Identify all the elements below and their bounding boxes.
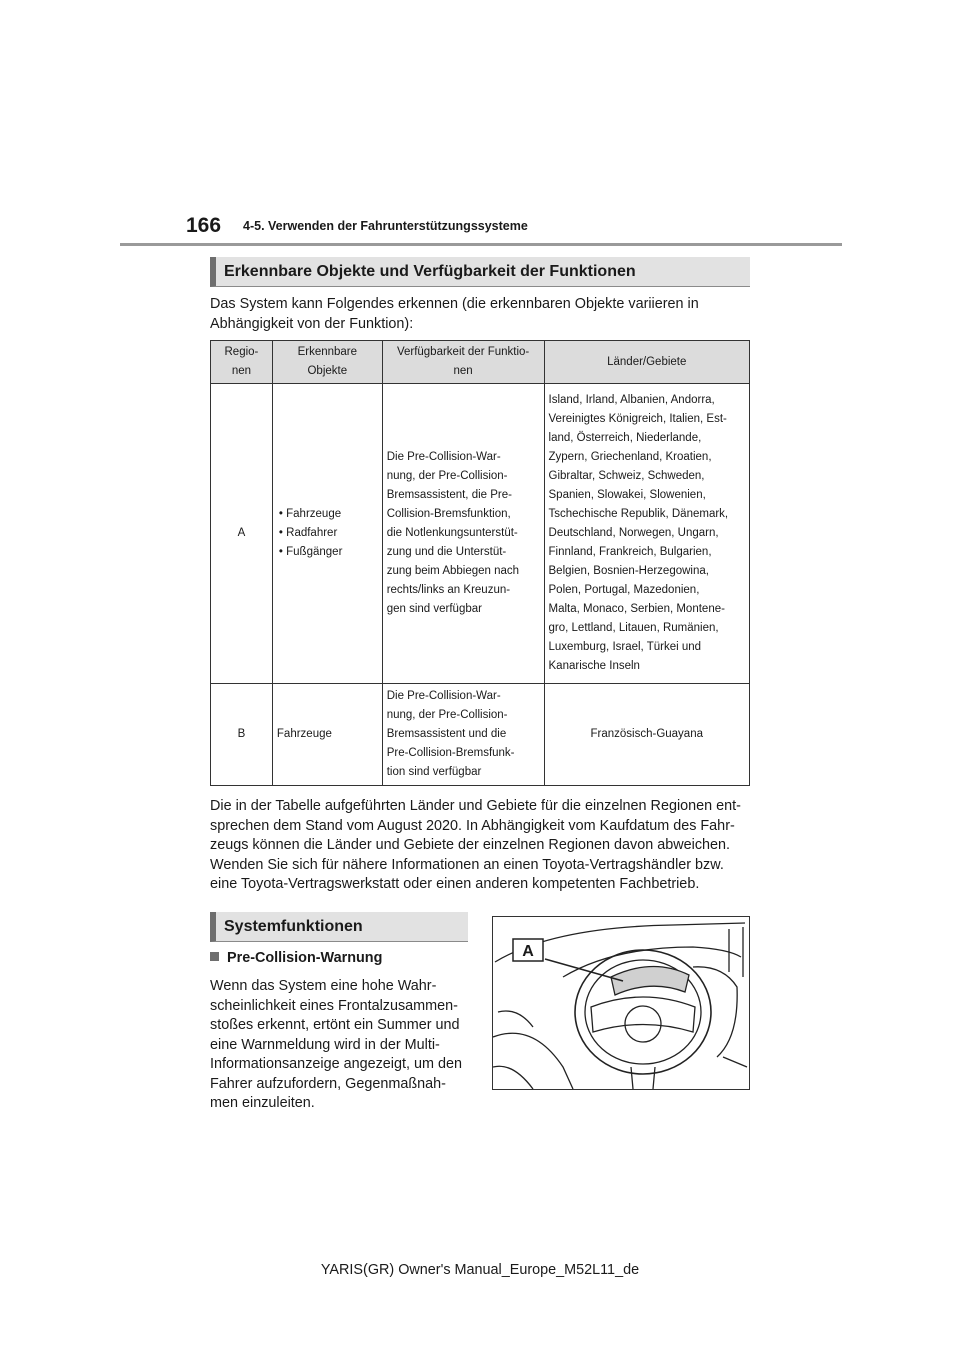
body-paragraph: Wenn das System eine hohe Wahr- scheinlichkeit eines Frontalzusammen- stoßes erkennt, ertönt ein Summer und eine Warnmeldung wird in der Multi- Informationsanzeige angezeigt, um den Fahrer aufzufordern, Gegenmaßnah- men einzuleiten. — [210, 978, 462, 1111]
intro-paragraph: Das System kann Folgendes erkennen (die erkennbaren Objekte variieren in Abhängigkeit von der Funktion): — [210, 296, 699, 332]
note-paragraph: Die in der Tabelle aufgeführten Länder und Gebiete für die einzelnen Regionen ent- sprechen dem Stand vom August 2020. In Abhängigkeit vom Kaufdatum des Fahr- zeugs können die Länder und Gebiete der einzelnen Regionen davon abweichen. Wenden Sie sich für nähere Informationen an einen Toyota-Vertragshändler bzw. eine Toyota-Vertragswerkstatt oder einen anderen kompetenten Fachbetrieb. — [210, 798, 741, 892]
object-item: • Radfahrer — [279, 524, 378, 543]
header-availability: Verfügbarkeit der Funktio- nen — [382, 341, 544, 384]
countries-cell: Französisch-Guayana — [544, 684, 749, 786]
region-cell: B — [211, 684, 273, 786]
objects-cell: Fahrzeuge — [272, 684, 382, 786]
object-item: • Fußgänger — [279, 543, 378, 562]
objects-table — [210, 340, 750, 786]
object-item: • Fahrzeuge — [279, 505, 378, 524]
header-countries: Länder/Gebiete — [544, 341, 749, 384]
dashboard-illustration — [492, 916, 750, 1090]
running-header: 4-5. Verwenden der Fahrunterstützungssysteme — [243, 219, 528, 233]
table-row — [211, 384, 750, 684]
table-row — [211, 684, 750, 786]
region-cell: A — [211, 384, 273, 684]
header-rule — [120, 243, 842, 246]
square-bullet-icon — [210, 952, 219, 961]
subheading-text: Pre-Collision-Warnung — [227, 950, 383, 966]
footer: YARIS(GR) Owner's Manual_Europe_M52L11_de — [320, 1262, 640, 1278]
callout-label: A — [522, 943, 534, 960]
page-number: 166 — [186, 214, 222, 237]
steering-wheel-drawing — [493, 917, 749, 1089]
section-heading-functions: Systemfunktionen — [210, 912, 468, 942]
countries-cell: Island, Irland, Albanien, Andorra, Vereinigtes Königreich, Italien, Est- land, Österreich, Niederlande, Zypern, Griechenland, Kroatien, Gibraltar, Schweiz, Schweden, Spanien, Slowakei, Slowenien, Tschechische Republik, Dänemark, Deutschland, Norwegen, Ungarn, Finnland, Frankreich, Bulgarien, Belgien, Bosnien-Herzegowina, Polen, Portugal, Mazedonien, Malta, Monaco, Serbien, Montene- gro, Lettland, Litauen, Rumänien, Luxemburg, Israel, Türkei und Kanarische Inseln — [544, 384, 749, 684]
availability-cell: Die Pre-Collision-War- nung, der Pre-Collision- Bremsassistent und die Pre-Collision-Bremsfunk- tion sind verfügbar — [382, 684, 544, 786]
subheading-pre-collision-warning — [210, 950, 382, 966]
header-regions: Regio- nen — [211, 341, 273, 384]
objects-cell — [272, 384, 382, 684]
availability-cell: Die Pre-Collision-War- nung, der Pre-Collision- Bremsassistent, die Pre- Collision-Bremsfunktion, die Notlenkungsunterstüt- zung und die Unterstüt- zung beim Abbiegen nach rechts/links an Kreuzun- gen sind verfügbar — [382, 384, 544, 684]
section-heading-objects: Erkennbare Objekte und Verfügbarkeit der Funktionen — [210, 257, 750, 287]
header-objects: Erkennbare Objekte — [272, 341, 382, 384]
